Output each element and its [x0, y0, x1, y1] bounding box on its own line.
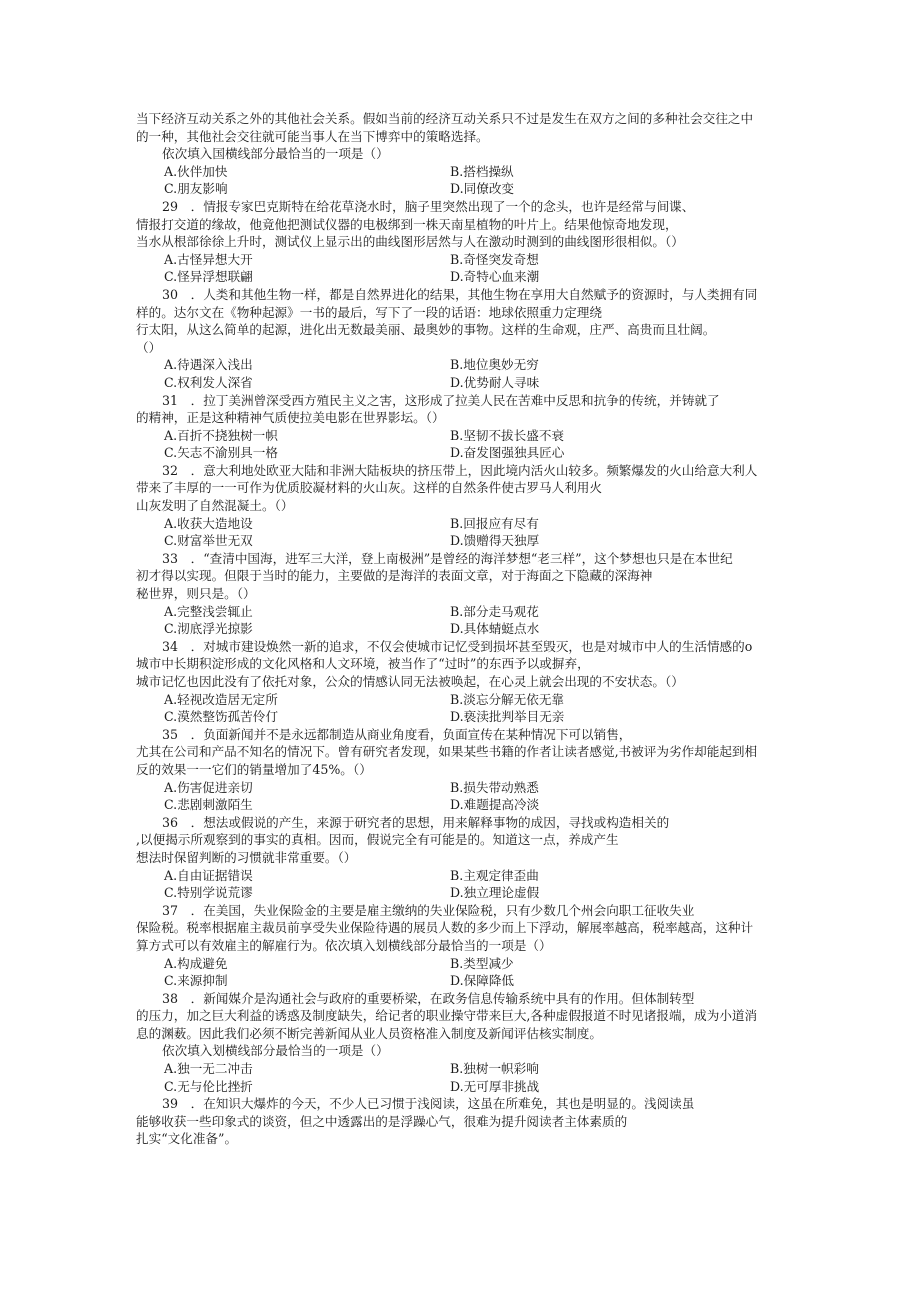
option-a: A.古怪异想大开 — [164, 251, 253, 267]
option-c: C.矢志不渝别具一格 — [164, 445, 278, 461]
question-text: 尤其在公司和产品不知名的情况下。曾有研究者发现，如果某些书籍的作者让读者感觉,书被评为劣作却能起到相 — [136, 744, 758, 760]
option-a: A.收获大造地设 — [164, 515, 253, 531]
option-row — [136, 444, 786, 462]
option-d: D.独立理论虚假 — [450, 885, 540, 901]
option-b: B.地位奥妙无穷 — [450, 357, 539, 373]
option-c: C.漠然整饬孤苦伶仃 — [164, 709, 278, 725]
question-text: 城市记忆也因此没有了依托对象，公众的情感认同无法被唤起，在心灵上就会出现的不安状态。（） — [136, 674, 684, 689]
question-text: 反的效果一一它们的销量增加了45%。（） — [136, 761, 372, 777]
option-b: B.搭档操纵 — [450, 163, 514, 179]
option-row — [136, 779, 786, 797]
option-d: D.馈赠得天独厚 — [450, 533, 540, 549]
question-text: 算方式可以有效雇主的解雇行为。依次填入划横线部分最恰当的一项是（） — [136, 937, 552, 953]
option-row — [136, 796, 786, 814]
question-text: 带来了丰厚的一一可作为优质胶凝材料的火山灰。这样的自然条件使古罗马人利用火 — [136, 480, 602, 496]
question-text: 37 ．在美国，失业保险金的主要是雇主缴纳的失业保险税，只有少数几个州会向职工征收失业 — [162, 902, 695, 918]
option-row — [136, 180, 786, 198]
option-a: A.百折不挠独树一帜 — [164, 427, 278, 443]
option-c: C.无与伦比挫折 — [164, 1078, 253, 1094]
question-text: 行太阳，从这么简单的起源，进化出无数最美丽、最奥妙的事物。这样的生命观，庄严、高贵而且壮阔。 — [136, 322, 716, 338]
option-row — [136, 867, 786, 885]
option-row — [136, 691, 786, 709]
option-c: C.财富举世无双 — [164, 533, 253, 549]
option-b: B.部分走马观花 — [450, 603, 539, 619]
option-d: D.具体蜻蜓点水 — [450, 621, 540, 637]
question-text: 城市中长期积淀形成的文化风格和人文环境，被当作了“过时”的东西予以或摒弃， — [136, 656, 590, 672]
option-b: B.坚韧不拔长盛不衰 — [450, 427, 565, 443]
intro-line: 的一种，其他社会交往就可能当事人在当下博弈中的策略选择。 — [136, 128, 489, 144]
question-text: 保险税。税率根据雇主裁员前享受失业保险待遇的展员人数的多少而上下浮动，解展率越高，税率越高，这种计 — [136, 920, 754, 936]
option-a: A.自由证据错误 — [164, 867, 253, 883]
option-b: B.奇怪突发奇想 — [450, 251, 539, 267]
question-text: 的压力，加之巨大利益的诱惑及制度缺失，给记者的职业操守带来巨大,各种虚假报道不时见诸报端，成为小道消 — [136, 1008, 758, 1024]
option-row — [136, 1078, 786, 1096]
question-text: 39 ．在知识大爆炸的今天，不少人已习惯于浅阅读，这虽在所难免，其也是明显的。浅阅读虽 — [162, 1096, 695, 1112]
option-row — [136, 163, 786, 181]
question-text: 33 ．“查清中国海，进军三大洋，登上南极洲”是曾经的海洋梦想“老三样”，这个梦想也只是在本世纪 — [162, 550, 733, 566]
question-text: 38 ．新闻媒介是沟通社会与政府的重要桥梁，在政务信息传输系统中具有的作用。但体制转型 — [162, 990, 695, 1006]
option-c: C.朋友影响 — [164, 181, 228, 197]
option-row — [136, 427, 786, 445]
question-text: 当水从根部徐徐上升时，测试仪上显示出的曲线图形居然与人在激动时测到的曲线图形很相似。（） — [136, 234, 684, 250]
question-text: ,以便揭示所观察到的事实的真相。因而，假说完全有可能是的。知道这一点，养成产生 — [136, 832, 619, 848]
option-d: D.难题提高冷淡 — [450, 797, 540, 813]
option-c: C.特别学说荒谬 — [164, 885, 253, 901]
question-text: 山灰发明了自然混凝土。（） — [136, 498, 294, 514]
option-row — [136, 620, 786, 638]
question-text: 扎实“文化准备”。 — [136, 1131, 238, 1147]
question-text: 的精神，正是这种精神气质使拉美电影在世界影坛。（） — [136, 410, 445, 426]
question-text: （） — [136, 339, 162, 355]
document-page — [136, 110, 786, 1148]
option-row — [136, 955, 786, 973]
option-a: A.待遇深入浅出 — [164, 357, 253, 373]
option-row — [136, 972, 786, 990]
option-b: B.淡忘分解无依无靠 — [450, 691, 565, 707]
question-text: 32 ．意大利地处欧亚大陆和非洲大陆板块的挤压带上，因此境内活火山较多。频繁爆发的火山给意大利人 — [162, 462, 758, 478]
option-row — [136, 268, 786, 286]
question-text: 35 ．负面新闻并不是永远都制造从商业角度看，负面宣传在某种情况下可以销售， — [162, 726, 632, 742]
option-a: A.独一无二冲击 — [164, 1061, 253, 1077]
option-c: C.悲剧刺激陌生 — [164, 797, 253, 813]
option-row — [136, 251, 786, 269]
question-text: 秘世界，则只是。（） — [136, 586, 256, 602]
question-text: 30 ．人类和其他生物一样，都是自然界进化的结果，其他生物在享用大自然赋予的资源时，与人类拥有同 — [162, 286, 758, 302]
question-text: 34 ．对城市建设焕然一新的追求，不仅会使城市记忆受到损坏甚至毁灭，也是对城市中人的生活情感的o — [162, 638, 753, 654]
option-d: D.同僚改变 — [450, 181, 515, 197]
question-text: 情报打交道的缘故，他竟他把测试仪器的电极绑到一株天南星植物的叶片上。结果他惊奇地发现， — [136, 216, 678, 232]
option-row — [136, 532, 786, 550]
option-d: D.亵渎批判举目无亲 — [450, 709, 565, 725]
option-b: B.损失带动熟悉 — [450, 779, 539, 795]
instruction-line: 依次填入划横线部分最恰当的一项是（） — [162, 1043, 389, 1059]
question-text: 息的渊薮。因此我们必须不断完善新闻从业人员资格准入制度及新闻评估核实制度。 — [136, 1025, 602, 1041]
option-row — [136, 1060, 786, 1078]
option-c: C.沏底浮光掠影 — [164, 621, 253, 637]
option-row — [136, 884, 786, 902]
option-row — [136, 515, 786, 533]
question-text: 31 ．拉丁美洲曾深受西方殖民主义之害，这形成了拉美人民在苦难中反思和抗争的传统，并铸就了 — [162, 392, 720, 408]
option-b: B.主观定律歪曲 — [450, 867, 539, 883]
option-d: D.保障降低 — [450, 973, 515, 989]
option-a: A.构成避免 — [164, 955, 228, 971]
option-d: D.优势耐人寻味 — [450, 374, 540, 390]
option-d: D.奇特心血来潮 — [450, 269, 540, 285]
question-text: 样的。达尔文在《物种起源》一书的最后，写下了一段的话语：地球依照重力定理绕 — [136, 304, 602, 320]
intro-line: 当下经济互动关系之外的其他社会关系。假如当前的经济互动关系只不过是发生在双方之间的多种社会交往之中 — [136, 111, 754, 126]
question-text: 初才得以实现。但限于当时的能力，主要做的是海洋的表面文章，对于海面之下隐藏的深海神 — [136, 568, 653, 584]
option-c: C.权利发人深省 — [164, 374, 253, 390]
option-row — [136, 356, 786, 374]
option-a: A.轻视改造居无定所 — [164, 691, 278, 707]
option-b: B.独树一帜彩响 — [450, 1061, 539, 1077]
option-row — [136, 374, 786, 392]
option-c: C.来源抑制 — [164, 973, 228, 989]
option-d: D.奋发图强独具匠心 — [450, 445, 565, 461]
question-text: 能够收获一些印象式的谈资，但之中透露出的是浮躁心气，很难为提升阅读者主体素质的 — [136, 1113, 628, 1129]
question-text: 想法时保留判断的习惯就非常重要。（） — [136, 849, 357, 865]
question-text: 29 ．情报专家巴克斯特在给花草浇水时，脑子里突然出现了一个的念头，也许是经常与间谍、 — [162, 198, 695, 214]
option-row — [136, 603, 786, 621]
instruction-line: 依次填入国横线部分最恰当的一项是（） — [162, 146, 389, 162]
option-b: B.类型减少 — [450, 955, 514, 971]
option-a: A.完整浅尝辄止 — [164, 603, 253, 619]
option-d: D.无可厚非挑战 — [450, 1078, 540, 1094]
question-text: 36 ．想法或假说的产生，来源于研究者的思想，用来解释事物的成因，寻找或构造相关的 — [162, 814, 670, 830]
option-c: C.怪异浮想联翩 — [164, 269, 253, 285]
option-row — [136, 708, 786, 726]
option-a: A.伤害促进亲切 — [164, 779, 253, 795]
option-a: A.伙伴加快 — [164, 163, 228, 179]
option-b: B.回报应有尽有 — [450, 515, 539, 531]
